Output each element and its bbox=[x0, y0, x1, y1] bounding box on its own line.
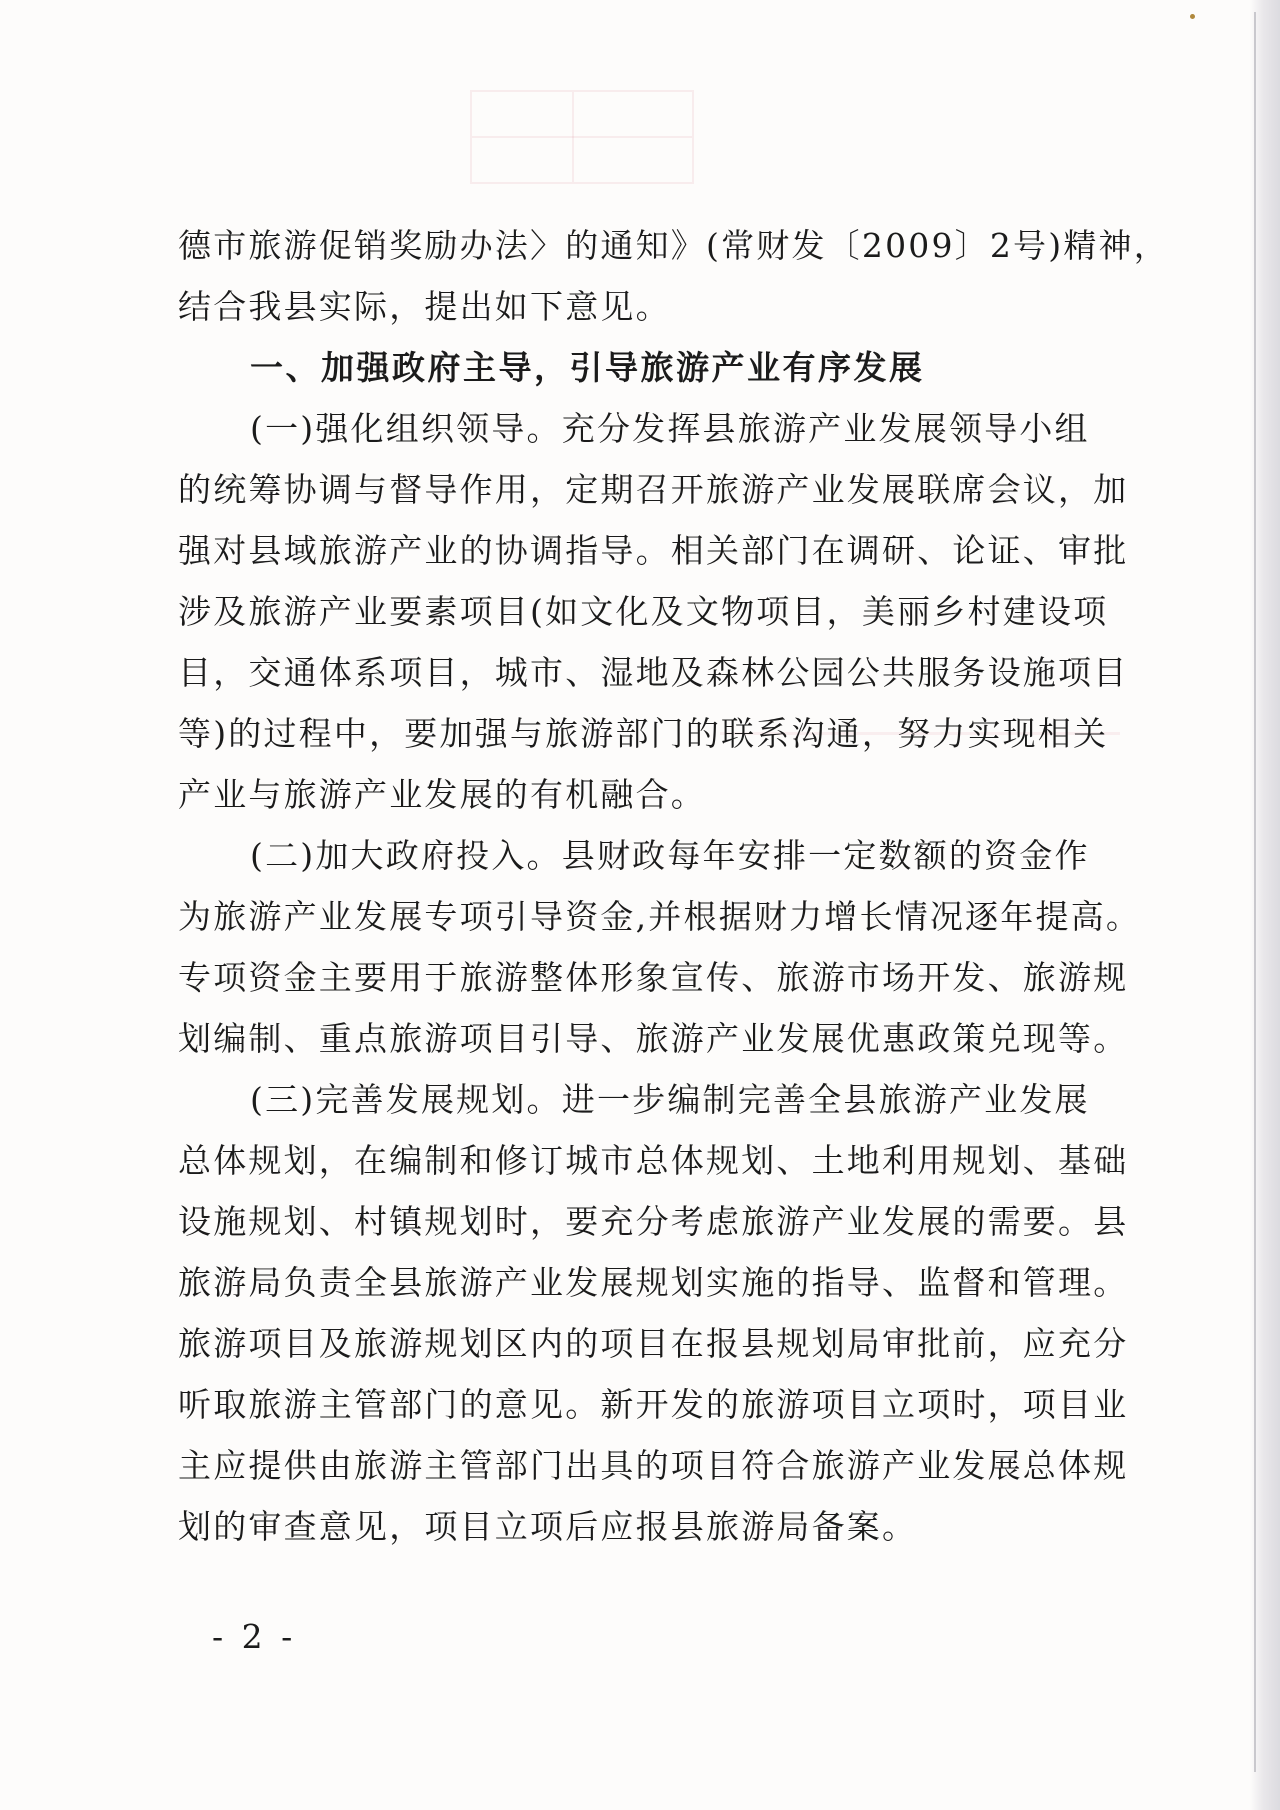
text-line: 强对县域旅游产业的协调指导。相关部门在调研、论证、审批 bbox=[178, 531, 1129, 570]
bleed-through-stamp-box bbox=[470, 90, 694, 184]
text-line: 一、加强政府主导，引导旅游产业有序发展 bbox=[250, 348, 925, 387]
paragraph bbox=[178, 398, 1129, 825]
text-line: 结合我县实际，提出如下意见。 bbox=[178, 287, 671, 326]
scan-edge-line bbox=[1254, 12, 1256, 1772]
paragraph bbox=[178, 215, 1169, 337]
text-line: 产业与旅游产业发展的有机融合。 bbox=[178, 775, 706, 814]
section-heading bbox=[178, 337, 1122, 398]
page-number: - 2 - bbox=[212, 1617, 297, 1656]
scan-speck bbox=[1190, 14, 1195, 19]
paragraph bbox=[178, 825, 1142, 1069]
text-line: 设施规划、村镇规划时，要充分考虑旅游产业发展的需要。县 bbox=[178, 1202, 1129, 1241]
text-line: 涉及旅游产业要素项目(如文化及文物项目，美丽乡村建设项 bbox=[178, 592, 1109, 631]
text-line: 听取旅游主管部门的意见。新开发的旅游项目立项时，项目业 bbox=[178, 1385, 1129, 1424]
text-line: 为旅游产业发展专项引导资金,并根据财力增长情况逐年提高。 bbox=[178, 897, 1142, 936]
text-line: 旅游局负责全县旅游产业发展规划实施的指导、监督和管理。 bbox=[178, 1263, 1129, 1302]
text-line: 专项资金主要用于旅游整体形象宣传、旅游市场开发、旅游规 bbox=[178, 958, 1129, 997]
text-line: (三)完善发展规划。进一步编制完善全县旅游产业发展 bbox=[250, 1080, 1090, 1119]
document-body bbox=[178, 215, 1169, 1557]
text-line: 总体规划，在编制和修订城市总体规划、土地利用规划、基础 bbox=[178, 1141, 1129, 1180]
text-line: 划的审查意见，项目立项后应报县旅游局备案。 bbox=[178, 1507, 918, 1546]
text-line: 主应提供由旅游主管部门出具的项目符合旅游产业发展总体规 bbox=[178, 1446, 1129, 1485]
text-line: 等)的过程中，要加强与旅游部门的联系沟通，努力实现相关 bbox=[178, 714, 1109, 753]
text-line: 旅游项目及旅游规划区内的项目在报县规划局审批前，应充分 bbox=[178, 1324, 1129, 1363]
text-line: (一)强化组织领导。充分发挥县旅游产业发展领导小组 bbox=[250, 409, 1090, 448]
text-line: 的统筹协调与督导作用，定期召开旅游产业发展联席会议，加 bbox=[178, 470, 1129, 509]
text-line: 划编制、重点旅游项目引导、旅游产业发展优惠政策兑现等。 bbox=[178, 1019, 1129, 1058]
paragraph bbox=[178, 1069, 1129, 1557]
text-line: (二)加大政府投入。县财政每年安排一定数额的资金作 bbox=[250, 836, 1090, 875]
text-line: 目，交通体系项目，城市、湿地及森林公园公共服务设施项目 bbox=[178, 653, 1129, 692]
text-line: 德市旅游促销奖励办法〉的通知》(常财发〔2009〕2号)精神， bbox=[178, 226, 1169, 265]
